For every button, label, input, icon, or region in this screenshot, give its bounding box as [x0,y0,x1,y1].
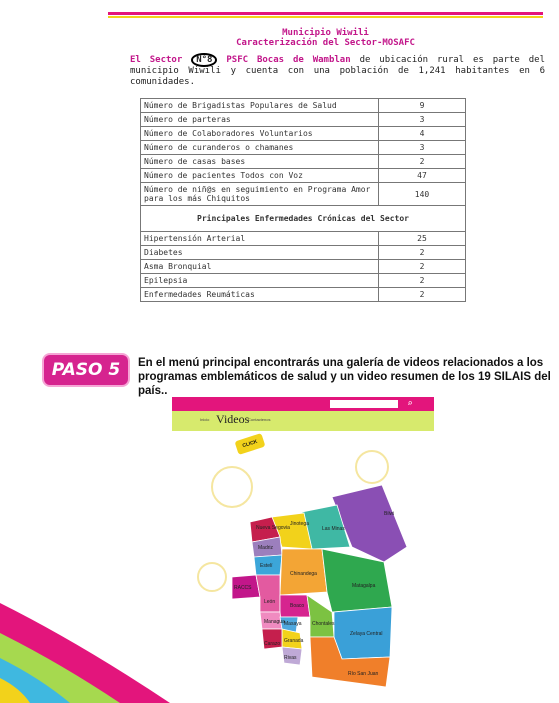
region-bilwi[interactable] [332,485,407,562]
row-label: Número de Brigadistas Populares de Salud [141,99,379,113]
table-row [141,260,466,274]
table-row [141,288,466,302]
row-label: Asma Bronquial [141,260,379,274]
stats-rows [141,99,466,206]
intro-lead: El Sector [130,55,183,65]
table-row [141,169,466,183]
row-value: 140 [379,183,466,206]
disease-rows [141,232,466,302]
document-subtitle: Caracterización del Sector-MOSAFC [236,38,415,48]
row-value: 4 [379,127,466,141]
table-row [141,155,466,169]
row-label: Diabetes [141,246,379,260]
row-value: 2 [379,246,466,260]
map-label: Rivas [284,655,297,661]
nav-contact[interactable]: Contactenos [248,417,271,422]
row-value: 9 [379,99,466,113]
row-label: Número de curanderos o chamanes [141,141,379,155]
table-row [141,246,466,260]
decorative-swoosh [0,583,170,703]
row-value: 2 [379,260,466,274]
row-value: 3 [379,113,466,127]
map-label: Matagalpa [352,583,376,589]
nicaragua-map [172,397,434,702]
paso-badge: PASO 5 [44,355,128,385]
paso-text: En el menú principal encontrarás una galería de videos relacionados a los programas emblemáticos de salud y un video resumen de los 19 SILAIS del país.. [138,357,551,397]
table-row [141,232,466,246]
website-screenshot [172,397,434,702]
region-leon[interactable] [256,575,280,612]
map-label: Zelaya Central [350,631,383,637]
map-label: RACCS [234,585,252,591]
sector-table [140,98,466,302]
map-label: León [264,599,276,605]
map-label: Jinotega [290,521,309,527]
nav-videos[interactable]: Videos [216,412,250,426]
table-row [141,113,466,127]
table-row [141,274,466,288]
intro-text: de ubicación rural es parte del municipio Wiwili y cuenta con una población de 1,241 habitantes en 6 comunidades. [130,55,545,87]
map-label: Carazo [264,641,281,647]
row-label: Epilepsia [141,274,379,288]
map-label: Granada [284,638,304,644]
search-icon[interactable]: ⌕ [407,399,413,409]
map-regions [232,485,407,687]
row-label: Número de parteras [141,113,379,127]
diseases-header: Principales Enfermedades Crónicas del Sector [141,206,466,232]
map-label: Masaya [284,621,302,627]
map-label: Managua [264,619,285,625]
map-label: Chontales [312,621,335,627]
document-title: Municipio Wiwili [282,28,369,38]
row-value: 2 [379,288,466,302]
row-value: 25 [379,232,466,246]
row-value: 2 [379,155,466,169]
nav-home[interactable]: Inicio [200,417,210,422]
map-label: Boaco [290,603,305,609]
map-label: Río San Juan [348,671,379,677]
map-label: Chinandega [290,571,317,577]
top-stripe-yellow [108,16,543,18]
sector-number: N°8 [191,53,217,67]
row-label: Número de niñ@s en seguimiento en Programa Amor para los más Chiquitos [141,183,379,206]
table-row [141,183,466,206]
row-label: Número de Colaboradores Voluntarios [141,127,379,141]
map-label: Estelí [260,563,273,569]
click-burst: CLICK [235,433,266,455]
row-label: Enfermedades Reumáticas [141,288,379,302]
intro-paragraph [130,55,545,88]
row-value: 47 [379,169,466,183]
map-label: Las Minas [322,526,345,532]
table-row [141,99,466,113]
row-label: Hipertensión Arterial [141,232,379,246]
map-label: Madriz [258,545,274,551]
diseases-header-row [141,206,466,232]
map-label: Bilwi [384,511,395,517]
row-value: 2 [379,274,466,288]
top-stripe-magenta [108,12,543,15]
row-label: Número de casas bases [141,155,379,169]
row-label: Número de pacientes Todos con Voz [141,169,379,183]
table-row [141,127,466,141]
map-label: Nueva Segovia [256,525,290,531]
row-value: 3 [379,141,466,155]
sector-name: PSFC Bocas de Wamblan [226,55,351,65]
table-row [141,141,466,155]
